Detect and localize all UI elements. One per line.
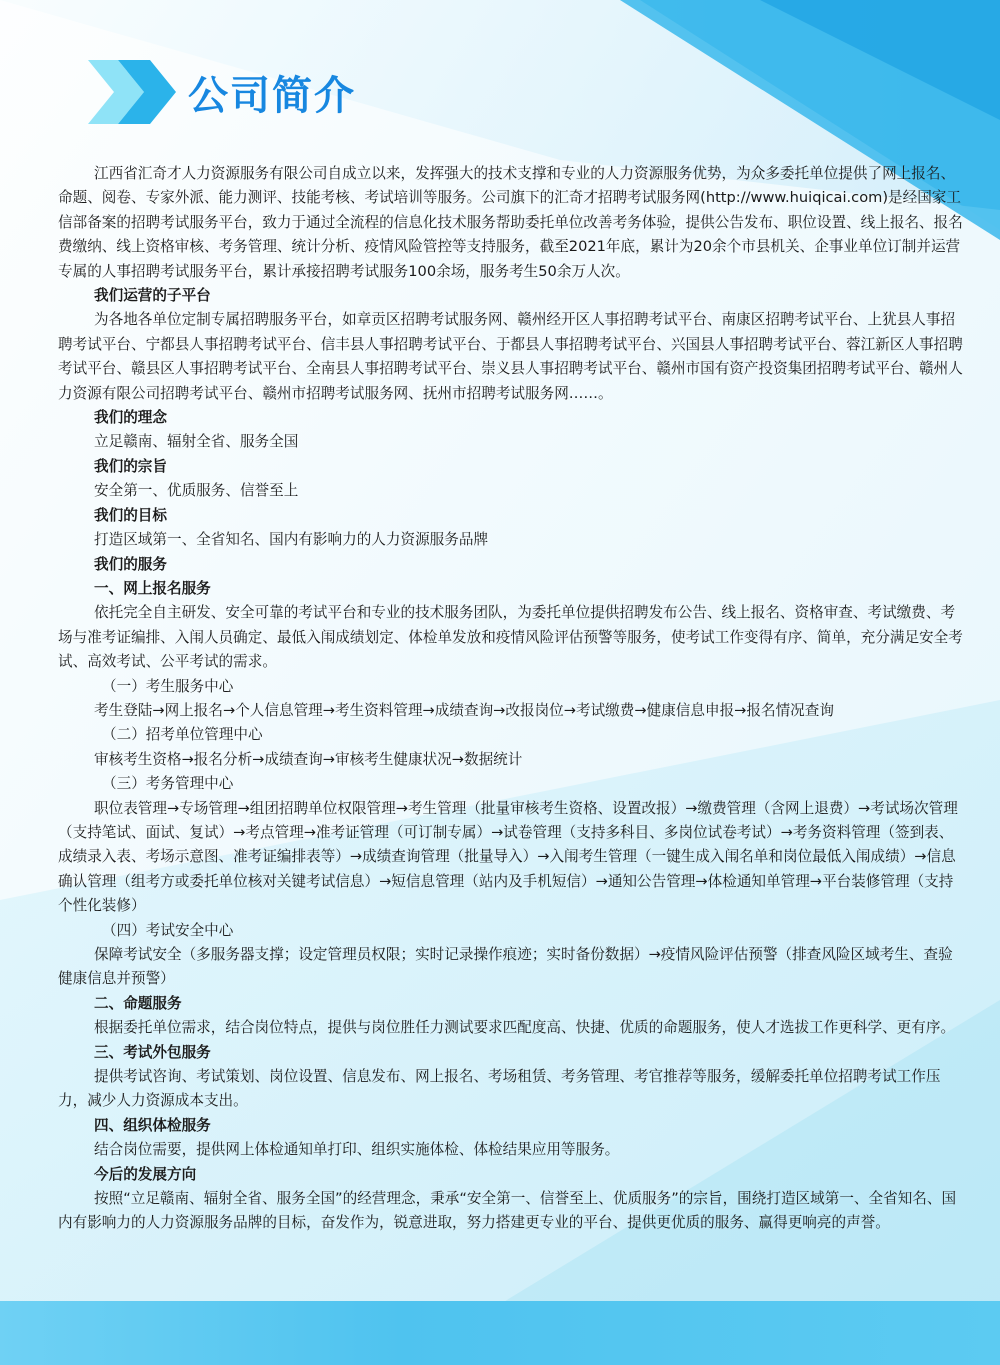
service-1-heading: 一、网上报名服务 bbox=[94, 579, 211, 597]
service-1c-heading: （三）考务管理中心 bbox=[102, 775, 234, 793]
service-1b-text: 审核考生资格→报名分析→成绩查询→审核考生健康状况→数据统计 bbox=[94, 750, 523, 768]
service-4-heading: 四、组织体检服务 bbox=[94, 1116, 211, 1134]
intro-paragraph: 江西省汇奇才人力资源服务有限公司自成立以来，发挥强大的技术支撑和专业的人力资源服务优势，为众多委托单位提供了网上报名、命题、阅卷、专家外派、能力测评、技能考核、考试培训等服务。公司旗下的汇奇才招聘考试服务网(http://www.huiqicai.com)是经国家工信部备案的招聘考试服务平台，致力于通过全流程的信息化技术服务帮助委托单位改善考务体验，提供公告发布、职位设置、线上报名、报名费缴纳、线上资格审核、考务管理、统计分析、疫情风险管控等支持服务，截至2021年底，累计为20余个市县机关、企事业单位订制并运营专属的人事招聘考试服务平台，累计承接招聘考试服务100余场，服务考生50余万人次。 bbox=[58, 165, 963, 280]
service-1d-heading: （四）考试安全中心 bbox=[102, 921, 234, 939]
double-chevron-icon bbox=[88, 60, 180, 124]
service-4-text: 结合岗位需要，提供网上体检通知单打印、组织实施体检、体检结果应用等服务。 bbox=[94, 1141, 620, 1159]
service-1c-text: 职位表管理→专场管理→组团招聘单位权限管理→考生管理（批量审核考生资格、设置改报）→缴费管理（含网上退费）→考试场次管理（支持笔试、面试、复试）→考点管理→准考证管理（可订制专属）→试卷管理（支持多科目、多岗位试卷考试）→考务资料管理（签到表、成绩录入表、考场示意图、准考证编排表等）→成绩查询管理（批量导入）→入闱考生管理（一键生成入闱名单和岗位最低入闱成绩）→信息确认管理（组考方或委托单位核对关键考试信息）→短信息管理（站内及手机短信）→通知公告管理→体检通知单管理→平台装修管理（支持个性化装修） bbox=[58, 799, 958, 915]
service-3-text: 提供考试咨询、考试策划、岗位设置、信息发布、网上报名、考场租赁、考务管理、考官推荐等服务，缓解委托单位招聘考试工作压力，减少人力资源成本支出。 bbox=[58, 1068, 941, 1110]
service-2-heading: 二、命题服务 bbox=[94, 994, 182, 1012]
service-1a-heading: （一）考生服务中心 bbox=[102, 677, 234, 695]
idea-text: 立足赣南、辐射全省、服务全国 bbox=[94, 433, 299, 451]
future-text: 按照“立足赣南、辐射全省、服务全国”的经营理念，秉承“安全第一、信誉至上、优质服务”的宗旨，围绕打造区域第一、全省知名、国内有影响力的人力资源服务品牌的目标，奋发作为，锐意进取，努力搭建更专业的平台、提供更优质的服务、赢得更响亮的声誉。 bbox=[58, 1190, 957, 1232]
platforms-heading: 我们运营的子平台 bbox=[94, 287, 211, 305]
tenet-text: 安全第一、优质服务、信誉至上 bbox=[94, 482, 299, 500]
page-title: 公司简介 bbox=[188, 72, 356, 119]
services-heading: 我们的服务 bbox=[94, 555, 167, 573]
service-3-heading: 三、考试外包服务 bbox=[94, 1043, 211, 1061]
service-1-text: 依托完全自主研发、安全可靠的考试平台和专业的技术服务团队，为委托单位提供招聘发布公告、线上报名、资格审查、考试缴费、考场与准考证编排、入闱人员确定、最低入闱成绩划定、体检单发放和疫情风险评估预警等服务，使考试工作变得有序、简单，充分满足安全考试、高效考试、公平考试的需求。 bbox=[58, 604, 963, 671]
goal-text: 打造区域第一、全省知名、国内有影响力的人力资源服务品牌 bbox=[94, 531, 489, 549]
tenet-heading: 我们的宗旨 bbox=[94, 457, 167, 475]
service-1b-heading: （二）招考单位管理中心 bbox=[102, 726, 263, 744]
footer-band bbox=[0, 1301, 1000, 1365]
goal-heading: 我们的目标 bbox=[94, 506, 167, 524]
platforms-paragraph: 为各地各单位定制专属招聘服务平台，如章贡区招聘考试服务网、赣州经开区人事招聘考试平台、南康区招聘考试平台、上犹县人事招聘考试平台、宁都县人事招聘考试平台、信丰县人事招聘考试平台、于都县人事招聘考试平台、兴国县人事招聘考试平台、蓉江新区人事招聘考试平台、赣县区人事招聘考试平台、全南县人事招聘考试平台、崇义县人事招聘考试平台、赣州市国有资产投资集团招聘考试平台、赣州人力资源有限公司招聘考试平台、赣州市招聘考试服务网、抚州市招聘考试服务网……。 bbox=[58, 311, 963, 402]
document-body bbox=[58, 162, 964, 1236]
service-1a-text: 考生登陆→网上报名→个人信息管理→考生资料管理→成绩查询→改报岗位→考试缴费→健康信息申报→报名情况查询 bbox=[94, 701, 834, 719]
page-header bbox=[88, 60, 356, 124]
service-1d-text: 保障考试安全（多服务器支撑；设定管理员权限；实时记录操作痕迹；实时备份数据）→疫情风险评估预警（排查风险区域考生、查验健康信息并预警） bbox=[58, 946, 953, 988]
idea-heading: 我们的理念 bbox=[94, 409, 167, 427]
future-heading: 今后的发展方向 bbox=[94, 1165, 197, 1183]
service-2-text: 根据委托单位需求，结合岗位特点，提供与岗位胜任力测试要求匹配度高、快捷、优质的命题服务，使人才选拔工作更科学、更有序。 bbox=[94, 1019, 956, 1037]
